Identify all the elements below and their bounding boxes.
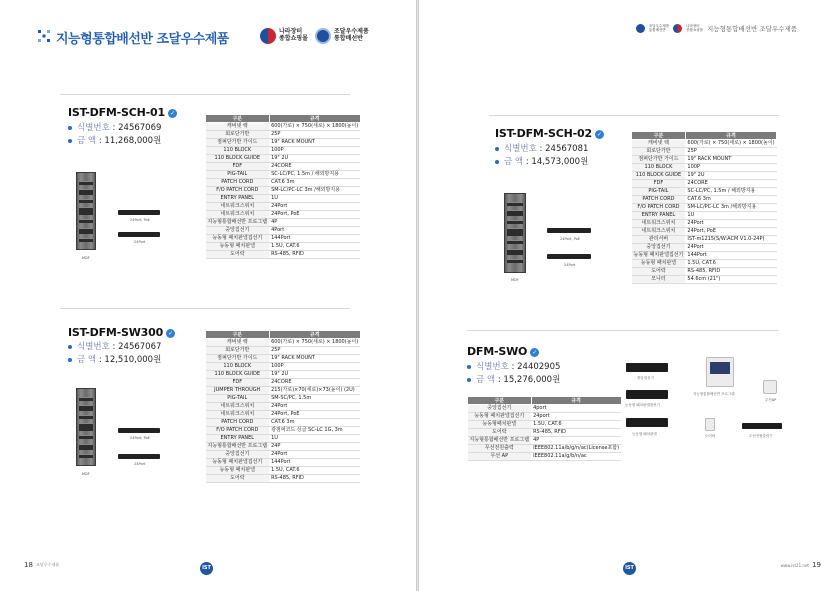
table-row bbox=[206, 395, 361, 403]
switch1-caption: 24Port, PoE bbox=[130, 436, 150, 440]
table-cell-spec: RS-485, RFID bbox=[685, 268, 776, 276]
rack-caption: MDF bbox=[82, 256, 90, 260]
check-badge-icon: ✓ bbox=[166, 329, 175, 338]
price-value: 14,573,000원 bbox=[531, 157, 589, 167]
logo2-line1: 조달우수제품 bbox=[334, 28, 369, 36]
id-value: 24567067 bbox=[118, 342, 162, 352]
table-row bbox=[206, 139, 361, 147]
price-label: 금 액 bbox=[77, 355, 97, 365]
table-cell-category: 네트워크스위치 bbox=[206, 203, 270, 211]
table-row bbox=[468, 453, 622, 461]
table-row bbox=[468, 437, 622, 445]
table-cell-category: 중앙집선기 bbox=[206, 227, 270, 235]
table-row bbox=[206, 123, 361, 131]
excellent-product-icon bbox=[315, 28, 331, 44]
table-row bbox=[632, 196, 777, 204]
price-value: 11,268,000원 bbox=[104, 136, 162, 146]
door-lock-image bbox=[705, 418, 715, 431]
table-cell-spec: 19" 2U bbox=[269, 155, 360, 163]
table-row bbox=[632, 164, 777, 172]
table-cell-spec: RS-485, RFID bbox=[269, 475, 360, 483]
table-cell-category: 모니터 bbox=[632, 276, 686, 284]
logo1-sub: 종합쇼핑몰 bbox=[279, 35, 308, 42]
table-cell-category: ENTRY PANEL bbox=[632, 212, 686, 220]
table-header-category: 구분 bbox=[632, 132, 686, 140]
table-row bbox=[206, 435, 361, 443]
product-title-text: IST-DFM-SW300 bbox=[68, 326, 164, 339]
table-cell-spec: 24CORE bbox=[269, 379, 360, 387]
product-title bbox=[68, 106, 177, 119]
table-cell-category: 네트워크스위치 bbox=[632, 220, 686, 228]
table-cell-category: 110 BLOCK GUIDE bbox=[632, 172, 686, 180]
table-row bbox=[632, 188, 777, 196]
table-row bbox=[632, 268, 777, 276]
table-cell-spec: 25P bbox=[269, 131, 360, 139]
table-row bbox=[206, 155, 361, 163]
table-cell-category: 능동형 패치판넬 bbox=[206, 467, 270, 475]
table-row bbox=[206, 475, 361, 483]
table-cell-spec: IST-m1215(S/W:ACM V1.0-24P) bbox=[685, 236, 776, 244]
product-title-text: IST-DFM-SCH-01 bbox=[68, 106, 165, 119]
taegeuk-icon bbox=[260, 28, 276, 44]
table-cell-category: PATCH CORD bbox=[206, 419, 270, 427]
table-cell-category: F/O PATCH CORD bbox=[206, 187, 270, 195]
table-row bbox=[206, 411, 361, 419]
table-row bbox=[632, 236, 777, 244]
img2-caption: 지능형통합배선반 프로그램 bbox=[693, 392, 735, 396]
table-cell-spec: CAT.6 3m bbox=[685, 196, 776, 204]
bullet-icon bbox=[68, 126, 72, 130]
spec-table bbox=[205, 114, 361, 259]
table-row bbox=[468, 413, 622, 421]
product-price: 금 액 : 15,276,000원 bbox=[467, 374, 560, 387]
brand-mark-icon bbox=[38, 30, 50, 42]
table-cell-category: 중앙집선기 bbox=[468, 405, 532, 413]
table-cell-category: PATCH CORD bbox=[206, 179, 270, 187]
bullet-icon bbox=[68, 139, 72, 143]
product-title bbox=[68, 326, 175, 339]
table-row bbox=[206, 363, 361, 371]
check-badge-icon: ✓ bbox=[530, 348, 539, 357]
table-cell-spec: 24Port bbox=[685, 220, 776, 228]
id-label: 식별번호 bbox=[77, 342, 110, 352]
bullet-icon bbox=[68, 358, 72, 362]
right-header-title: 지능형통합배선반 조달우수제품 bbox=[707, 25, 797, 33]
table-cell-spec: 4P bbox=[269, 219, 360, 227]
table-cell-spec: 19" RACK MOUNT bbox=[269, 139, 360, 147]
table-cell-category: 110 BLOCK bbox=[632, 164, 686, 172]
switch-image bbox=[118, 454, 160, 459]
product-title bbox=[495, 127, 604, 140]
product-id: 식별번호 : 24567069 bbox=[68, 122, 161, 135]
table-cell-category: 점퍼단가반 가이드 bbox=[206, 355, 270, 363]
table-row bbox=[206, 451, 361, 459]
product-price: 금 액 : 14,573,000원 bbox=[495, 156, 588, 169]
table-cell-spec: SM-LC/PC-LC 3m /해외방지용 bbox=[269, 187, 360, 195]
small-logo1-text: 조달우수제품 통합배선반 bbox=[648, 23, 670, 32]
id-value: 24567081 bbox=[545, 144, 589, 154]
table-cell-category: 도어락 bbox=[468, 429, 532, 437]
table-row bbox=[632, 212, 777, 220]
table-row bbox=[206, 387, 361, 395]
switch1-caption: 24Port, PoE bbox=[130, 218, 150, 222]
table-cell-category: 도어락 bbox=[206, 475, 270, 483]
table-row bbox=[206, 459, 361, 467]
page-title: 지능형통합배선반 조달우수제품 bbox=[56, 32, 229, 47]
table-cell-category: 중앙집선기 bbox=[206, 451, 270, 459]
table-row bbox=[206, 179, 361, 187]
table-cell-spec: RS-485, RFID bbox=[531, 429, 621, 437]
company-logo-icon: IST bbox=[623, 562, 636, 575]
table-cell-spec: 24CORE bbox=[269, 163, 360, 171]
left-page bbox=[0, 0, 416, 591]
program-box-image bbox=[706, 357, 734, 387]
img3-caption: 무선AP bbox=[765, 398, 777, 402]
img4-caption: 능동형 패치판넬집선기 bbox=[625, 403, 660, 407]
rack-caption: MDF bbox=[511, 278, 519, 282]
table-cell-spec: 24port bbox=[531, 413, 621, 421]
rack-image bbox=[76, 172, 96, 250]
table-row bbox=[632, 260, 777, 268]
table-cell-category: 회로단가반 bbox=[632, 148, 686, 156]
table-cell-category: FDF bbox=[206, 379, 270, 387]
table-cell-spec: 19" 2U bbox=[269, 371, 360, 379]
table-cell-category: 지능형통합배선반 프로그램 bbox=[469, 437, 530, 443]
table-cell-spec: 600(가로) × 750(세로) × 1800(높이) bbox=[687, 140, 775, 146]
table-cell-spec: 1U bbox=[685, 212, 776, 220]
check-badge-icon: ✓ bbox=[168, 109, 177, 118]
taegeuk-icon bbox=[673, 24, 682, 33]
table-cell-spec: 100P bbox=[269, 363, 360, 371]
table-cell-category: 무선전원출력 bbox=[468, 445, 532, 453]
excellent-product-icon bbox=[636, 24, 645, 33]
table-row bbox=[206, 235, 361, 243]
table-cell-category: 도어락 bbox=[632, 268, 686, 276]
table-row bbox=[632, 204, 777, 212]
table-cell-spec: 24Port bbox=[685, 244, 776, 252]
table-row bbox=[632, 140, 777, 148]
price-label: 금 액 bbox=[504, 157, 524, 167]
table-cell-spec: 24Port, PoE bbox=[685, 228, 776, 236]
rack-image bbox=[76, 388, 96, 466]
switch-image bbox=[547, 254, 591, 259]
table-row bbox=[632, 276, 777, 284]
table-header-spec: 규격 bbox=[531, 397, 621, 405]
table-cell-spec: 4P bbox=[531, 437, 621, 445]
table-row bbox=[632, 228, 777, 236]
small-logo2-text: 나라장터 종합쇼핑몰 bbox=[686, 23, 704, 32]
table-cell-spec: 24Port bbox=[269, 451, 360, 459]
table-cell-spec: IEEE802.11a/g/b/n/ac bbox=[531, 453, 621, 461]
table-cell-spec: 100P bbox=[269, 147, 360, 155]
table-cell-category: 능동형 패치판넬 bbox=[206, 243, 270, 251]
table-row bbox=[632, 172, 777, 180]
table-row bbox=[206, 163, 361, 171]
table-cell-spec: 24Port bbox=[269, 203, 360, 211]
table-row bbox=[206, 219, 361, 227]
footer-caption-left: 조달우수제품 bbox=[36, 562, 60, 567]
switch2-caption: 24Port bbox=[564, 263, 576, 267]
table-cell-category: 도어락 bbox=[206, 251, 270, 259]
img5-caption: 능동형 패치판넬 bbox=[632, 432, 657, 436]
page-number-right: 19 bbox=[812, 561, 821, 569]
divider bbox=[467, 330, 779, 331]
table-row bbox=[632, 180, 777, 188]
table-cell-category: FDF bbox=[206, 163, 270, 171]
check-badge-icon: ✓ bbox=[595, 130, 604, 139]
table-cell-spec: 24CORE bbox=[685, 180, 776, 188]
logo2-line2: 통합배선반 bbox=[334, 35, 363, 42]
spec-table bbox=[205, 330, 361, 483]
price-value: 12,510,000원 bbox=[104, 355, 162, 365]
table-row bbox=[206, 371, 361, 379]
spec-table bbox=[467, 396, 622, 461]
table-cell-category: F/O PATCH CORD bbox=[206, 427, 270, 435]
table-row bbox=[206, 403, 361, 411]
table-cell-category: 캐비넷 랙 bbox=[206, 123, 270, 131]
table-cell-spec: SM-LC/PC-LC 3m /해외방지용 bbox=[685, 204, 776, 212]
table-cell-spec: 25P bbox=[269, 347, 360, 355]
table-row bbox=[206, 355, 361, 363]
rack-image bbox=[504, 193, 526, 273]
table-row bbox=[206, 347, 361, 355]
switch2-caption: 24Port bbox=[134, 240, 146, 244]
product-title bbox=[467, 345, 539, 358]
table-header-category: 구분 bbox=[206, 115, 270, 123]
product-id: 식별번호 : 24567081 bbox=[495, 143, 588, 156]
bullet-icon bbox=[68, 345, 72, 349]
table-cell-spec: 19" 2U bbox=[685, 172, 776, 180]
table-cell-spec: 144Port bbox=[269, 235, 360, 243]
table-row bbox=[206, 251, 361, 259]
table-cell-spec: 4Port bbox=[269, 227, 360, 235]
table-row bbox=[206, 147, 361, 155]
table-row bbox=[206, 443, 361, 451]
table-cell-spec: 19" RACK MOUNT bbox=[685, 156, 776, 164]
table-cell-category: 110 BLOCK bbox=[206, 147, 270, 155]
table-cell-category: F/O PATCH CORD bbox=[632, 204, 686, 212]
img7-caption: 무선전원출력기 bbox=[749, 434, 773, 438]
table-row bbox=[468, 429, 622, 437]
table-cell-category: PIG-TAIL bbox=[206, 395, 270, 403]
table-row bbox=[206, 203, 361, 211]
table-header-category: 구분 bbox=[206, 331, 270, 339]
table-cell-category: 지능형통합배선반 프로그램 bbox=[207, 443, 268, 449]
table-cell-spec: 25P bbox=[685, 148, 776, 156]
active-patch-hub-image bbox=[626, 390, 668, 399]
table-cell-spec: 1.5U, CAT.6 bbox=[269, 467, 360, 475]
table-cell-spec: 광점퍼코드 싱글 SC-LC 1G, 3m bbox=[269, 427, 360, 435]
table-cell-category: 캐비넷 랙 bbox=[632, 140, 686, 148]
table-cell-category: 능동형 패치판넬집선기 bbox=[468, 413, 532, 421]
bullet-icon bbox=[467, 365, 471, 369]
table-cell-category: 캐비넷 랙 bbox=[206, 339, 270, 347]
table-cell-spec: SC-LC/PC, 1.5m / 해외방지용 bbox=[269, 171, 360, 179]
table-row bbox=[206, 467, 361, 475]
divider bbox=[60, 94, 350, 95]
table-row bbox=[206, 339, 361, 347]
table-cell-category: 점퍼단가반 가이드 bbox=[632, 156, 686, 164]
table-cell-spec: 1U bbox=[269, 195, 360, 203]
table-cell-spec: 1.5U, CAT.6 bbox=[531, 421, 621, 429]
table-cell-category: 능동형 패치판넬집선기 bbox=[206, 459, 270, 467]
table-cell-spec: SM-SC/PC, 1.5m bbox=[269, 395, 360, 403]
table-cell-spec: 1.5U, CAT.6 bbox=[269, 243, 360, 251]
table-cell-spec: 24Port bbox=[269, 403, 360, 411]
table-cell-category: 능동형 패치판넬 bbox=[632, 260, 686, 268]
table-cell-spec: 600(가로) × 750(세로) × 1800(높이) bbox=[271, 123, 359, 129]
id-label: 식별번호 bbox=[504, 144, 537, 154]
table-cell-category: 능동형 패치판넬집선기 bbox=[206, 235, 270, 243]
poe-switch-image bbox=[547, 228, 591, 233]
table-cell-spec: 24Port, PoE bbox=[269, 411, 360, 419]
table-cell-category: 110 BLOCK GUIDE bbox=[206, 155, 270, 163]
table-cell-spec: 144Port bbox=[685, 252, 776, 260]
table-row bbox=[632, 252, 777, 260]
table-cell-spec: 24Port, PoE bbox=[269, 211, 360, 219]
switch-image bbox=[118, 232, 160, 237]
table-row bbox=[206, 379, 361, 387]
poe-switch-image bbox=[118, 428, 160, 433]
table-row bbox=[468, 445, 622, 453]
table-cell-category: PATCH CORD bbox=[632, 196, 686, 204]
table-cell-spec: 1U bbox=[269, 435, 360, 443]
table-header-spec: 규격 bbox=[269, 115, 360, 123]
central-hub-image bbox=[626, 363, 668, 372]
table-cell-category: FDF bbox=[632, 180, 686, 188]
price-label: 금 액 bbox=[77, 136, 97, 146]
table-cell-category: 능동형패치판넬 bbox=[468, 421, 532, 429]
product-id: 식별번호 : 24567067 bbox=[68, 341, 161, 354]
id-label: 식별번호 bbox=[476, 362, 509, 372]
table-row bbox=[632, 220, 777, 228]
table-cell-spec: 100P bbox=[685, 164, 776, 172]
table-row bbox=[206, 227, 361, 235]
page-number-left: 18 bbox=[24, 561, 33, 569]
rack-caption: MDF bbox=[82, 472, 90, 476]
table-cell-category: 네트워크스위치 bbox=[206, 403, 270, 411]
table-cell-category: 회로단가반 bbox=[206, 347, 270, 355]
table-row bbox=[206, 211, 361, 219]
divider bbox=[60, 308, 350, 309]
table-cell-spec: IEEE802.11a/b/g/n/ac(License포함) bbox=[533, 445, 620, 451]
table-cell-spec: 54.6cm (21") bbox=[685, 276, 776, 284]
table-cell-category: PIG-TAIL bbox=[632, 188, 686, 196]
id-value: 24402905 bbox=[517, 362, 561, 372]
table-cell-spec: 600(가로) × 750(세로) × 1800(높이) bbox=[271, 339, 359, 345]
table-cell-category: 지능형통합배선반 프로그램 bbox=[207, 219, 268, 225]
table-cell-category: 네트워크스위치 bbox=[206, 211, 270, 219]
product-title-text: IST-DFM-SCH-02 bbox=[495, 127, 592, 140]
excellent-product-logo bbox=[315, 28, 369, 44]
table-row bbox=[206, 171, 361, 179]
table-row bbox=[206, 131, 361, 139]
img1-caption: 중앙집선기 bbox=[637, 376, 654, 380]
table-cell-spec: 24P bbox=[269, 443, 360, 451]
table-cell-spec: CAT.6 3m bbox=[269, 419, 360, 427]
id-label: 식별번호 bbox=[77, 123, 110, 133]
table-cell-category: 회로단가반 bbox=[206, 131, 270, 139]
table-header-category: 구분 bbox=[468, 397, 532, 405]
table-cell-category: 관리서버 bbox=[632, 236, 686, 244]
active-patch-panel-image bbox=[626, 418, 668, 427]
table-row bbox=[206, 419, 361, 427]
wireless-ap-image bbox=[763, 380, 777, 394]
bullet-icon bbox=[467, 378, 471, 382]
table-row bbox=[468, 421, 622, 429]
product-price: 금 액 : 11,268,000원 bbox=[68, 135, 161, 148]
table-cell-category: 점퍼단가반 가이드 bbox=[206, 139, 270, 147]
table-row bbox=[206, 195, 361, 203]
switch1-caption: 24Port, PoE bbox=[560, 237, 580, 241]
product-id: 식별번호 : 24402905 bbox=[467, 361, 560, 374]
table-row bbox=[206, 243, 361, 251]
company-logo-icon: IST bbox=[200, 562, 213, 575]
table-cell-spec: 215(가로)×70(세로)×73(높이) (2U) bbox=[269, 387, 360, 395]
right-header-logos bbox=[636, 24, 797, 33]
table-cell-spec: SC-LC/PC, 1.5m / 해외방지용 bbox=[685, 188, 776, 196]
table-cell-category: 110 BLOCK GUIDE bbox=[206, 371, 270, 379]
table-cell-category: 110 BLOCK bbox=[206, 363, 270, 371]
spec-table bbox=[631, 131, 777, 284]
table-cell-spec: 144Port bbox=[269, 459, 360, 467]
table-header-spec: 규격 bbox=[685, 132, 776, 140]
table-row bbox=[632, 244, 777, 252]
table-cell-category: 네트워크스위치 bbox=[206, 411, 270, 419]
bullet-icon bbox=[495, 147, 499, 151]
table-cell-category: 네트워크스위치 bbox=[632, 228, 686, 236]
right-page bbox=[419, 0, 835, 591]
table-cell-category: ENTRY PANEL bbox=[206, 435, 270, 443]
divider bbox=[489, 115, 779, 116]
price-label: 금 액 bbox=[476, 375, 496, 385]
poe-switch-image bbox=[118, 210, 160, 215]
product-price: 금 액 : 12,510,000원 bbox=[68, 354, 161, 367]
table-row bbox=[468, 405, 622, 413]
product-title-text: DFM-SWO bbox=[467, 345, 528, 358]
table-cell-spec: RS-485, RFID bbox=[269, 251, 360, 259]
table-row bbox=[206, 427, 361, 435]
table-cell-spec: 19" RACK MOUNT bbox=[269, 355, 360, 363]
wireless-power-output-image bbox=[742, 423, 782, 429]
narajangteo-logo bbox=[260, 28, 308, 44]
img6-caption: 도어락 bbox=[705, 434, 716, 438]
table-cell-spec: 1.5U, CAT.6 bbox=[685, 260, 776, 268]
switch2-caption: 24Port bbox=[134, 462, 146, 466]
footer-caption-right: www.ist21.net bbox=[780, 563, 809, 568]
table-cell-category: 무선 AP bbox=[468, 453, 532, 461]
table-cell-category: PIG-TAIL bbox=[206, 171, 270, 179]
table-cell-spec: CAT.6 3m bbox=[269, 179, 360, 187]
table-cell-category: 중앙집선기 bbox=[632, 244, 686, 252]
table-header-spec: 규격 bbox=[269, 331, 360, 339]
table-cell-category: JUMPER THROUGH bbox=[206, 387, 270, 395]
table-row bbox=[632, 148, 777, 156]
table-cell-category: 능동형 패치판넬집선기 bbox=[633, 252, 684, 258]
table-cell-spec: 4port bbox=[531, 405, 621, 413]
logo1-name: 나라장터 bbox=[279, 28, 303, 36]
table-cell-category: ENTRY PANEL bbox=[206, 195, 270, 203]
bullet-icon bbox=[495, 160, 499, 164]
table-row bbox=[206, 187, 361, 195]
price-value: 15,276,000원 bbox=[503, 375, 561, 385]
id-value: 24567069 bbox=[118, 123, 162, 133]
table-row bbox=[632, 156, 777, 164]
